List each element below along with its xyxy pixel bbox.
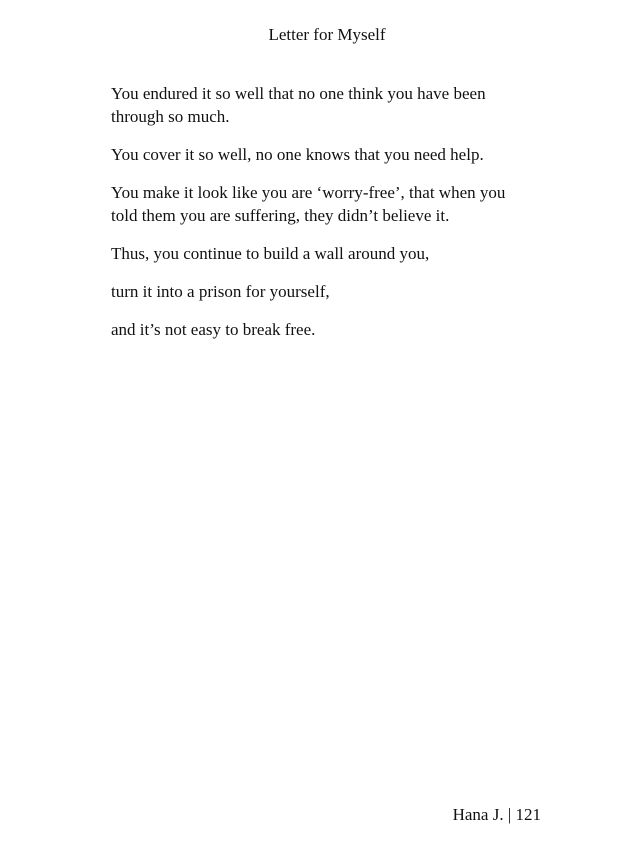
footer-separator: |	[507, 805, 512, 824]
letter-body	[111, 82, 531, 356]
paragraph-1-line-1: You endured it so well that no one think you have been	[111, 84, 486, 103]
paragraph-3-line-2: told them you are suffering, they didn’t believe it.	[111, 206, 450, 225]
paragraph-2	[111, 143, 531, 166]
paragraph-1	[111, 82, 531, 128]
paragraph-4-line-1: Thus, you continue to build a wall around you,	[111, 244, 430, 263]
footer-author: Hana J.	[452, 805, 504, 824]
paragraph-6	[111, 318, 531, 341]
paragraph-5	[111, 280, 531, 303]
paragraph-3-line-1: You make it look like you are ‘worry-free’, that when you	[111, 183, 506, 202]
paragraph-3	[111, 181, 531, 227]
page-number: 121	[515, 805, 541, 824]
running-header-title: Letter for Myself	[268, 25, 386, 44]
page-footer	[453, 804, 541, 826]
paragraph-5-line-1: turn it into a prison for yourself,	[111, 282, 330, 301]
paragraph-4	[111, 242, 531, 265]
paragraph-2-line-1: You cover it so well, no one knows that you need help.	[111, 145, 484, 164]
paragraph-6-line-1: and it’s not easy to break free.	[111, 320, 316, 339]
paragraph-1-line-2: through so much.	[111, 107, 230, 126]
